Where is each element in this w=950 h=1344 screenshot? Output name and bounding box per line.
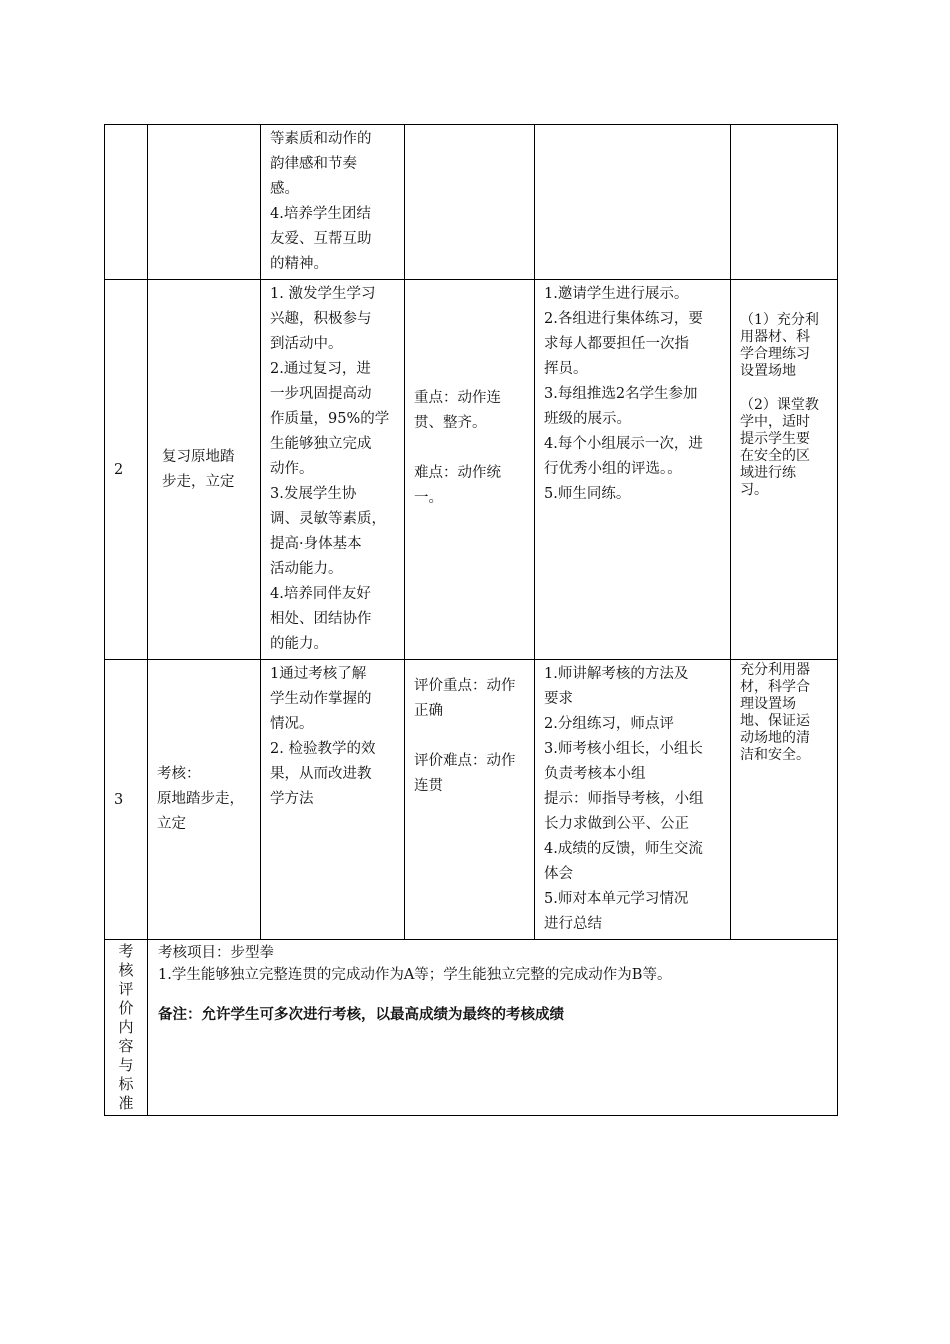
row-number-cell: 3 xyxy=(105,660,148,940)
cell-line xyxy=(414,436,526,461)
cell-line: 动场地的清 xyxy=(740,730,810,746)
methods-cell xyxy=(535,660,731,940)
assessment-remark: 备注：允许学生可多次进行考核，以最高成绩为最终的考核成绩 xyxy=(158,1006,564,1023)
cell-line: 调、灵敏等素质， xyxy=(270,511,386,527)
cell-line: 学方法 xyxy=(270,791,314,807)
cell-line: 复习原地踏 xyxy=(162,448,235,465)
cell-line: 理设置场 xyxy=(740,696,796,712)
cell-line: 2.分组练习，师点评 xyxy=(544,716,674,732)
keypoints-cell xyxy=(405,280,535,660)
cell-line: 设置场地 xyxy=(740,363,796,379)
cell-line: 体会 xyxy=(544,866,573,882)
cell-line: 求每人都要担任一次指 xyxy=(544,336,689,352)
assessment-label-cell xyxy=(105,940,148,1116)
cell-line xyxy=(414,724,526,749)
cell-line: 充分利用器 xyxy=(740,662,810,678)
notes-cell xyxy=(731,125,838,280)
cell-line: 活动能力。 xyxy=(270,561,343,577)
cell-line: 动作。 xyxy=(270,461,314,477)
assessment-row xyxy=(105,940,838,1116)
cell-line: 进行总结 xyxy=(544,916,602,932)
cell-line: 作质量，95%的学 xyxy=(270,411,390,427)
cell-line: 5.师对本单元学习情况 xyxy=(544,891,689,907)
cell-line: 贯、整齐。 xyxy=(414,415,487,431)
notes-cell xyxy=(731,660,838,940)
cell-line: 地、保证运 xyxy=(740,713,810,729)
assessment-label: 考核评价内容与标准 xyxy=(118,942,134,1112)
cell-line: （1）充分利 xyxy=(740,312,819,328)
cell-line: 步走，立定 xyxy=(162,473,235,490)
keypoints-cell xyxy=(405,125,535,280)
cell-line: 4.成绩的反馈，师生交流 xyxy=(544,841,703,857)
cell-line: 用器材、科 xyxy=(740,329,810,345)
cell-line: 要求 xyxy=(544,691,573,707)
cell-line: 韵律感和节奏 xyxy=(270,156,357,172)
cell-line: 重点：动作连 xyxy=(414,390,501,406)
cell-line: 2.通过复习，进 xyxy=(270,361,371,377)
cell-line: 班级的展示。 xyxy=(544,411,631,427)
cell-line: 原地踏步走， xyxy=(157,791,244,807)
cell-line: 兴趣，积极参与 xyxy=(270,311,372,327)
cell-line: 一步巩固提高动 xyxy=(270,386,372,402)
cell-line: 评价重点：动作 xyxy=(414,678,516,694)
cell-line: 连贯 xyxy=(414,778,443,794)
cell-line: 1通过考核了解 xyxy=(270,666,367,682)
cell-line: 立定 xyxy=(157,816,186,832)
cell-line: （2）课堂教 xyxy=(740,397,819,413)
notes-cell xyxy=(731,280,838,660)
cell-line: 学中，适时 xyxy=(740,414,810,430)
assessment-content-cell xyxy=(148,940,838,1116)
cell-line: 习。 xyxy=(740,482,768,498)
cell-line: 1. 激发学生学习 xyxy=(270,286,376,302)
cell-line: 感。 xyxy=(270,181,299,197)
cell-line: 考核： xyxy=(157,766,201,782)
goals-cell xyxy=(261,660,405,940)
cell-line: 2.各组进行集体练习，要 xyxy=(544,311,703,327)
cell-line: 的能力。 xyxy=(270,636,328,652)
cell-line: 学生动作掌握的 xyxy=(270,691,372,707)
cell-line: 洁和安全。 xyxy=(740,747,810,763)
cell-line: 2. 检验教学的效 xyxy=(270,741,376,757)
cell-line: 4.培养学生团结 xyxy=(270,206,371,222)
cell-line: 提示：师指导考核，小组 xyxy=(544,791,704,807)
cell-line: 学合理练习 xyxy=(740,346,810,362)
assessment-item: 考核项目：步型拳 xyxy=(158,945,274,961)
cell-line: 1.师讲解考核的方法及 xyxy=(544,666,689,682)
row-number-cell xyxy=(105,125,148,280)
row-number-cell: 2 xyxy=(105,280,148,660)
cell-line: 3.每组推选2名学生参加 xyxy=(544,386,698,402)
cell-line: 4.培养同伴友好 xyxy=(270,586,371,602)
lesson-plan-table xyxy=(104,124,838,1116)
cell-line: 评价难点：动作 xyxy=(414,753,516,769)
cell-line: 行优秀小组的评选。。 xyxy=(544,461,682,477)
cell-line: 挥员。 xyxy=(544,361,588,377)
content-cell xyxy=(148,125,261,280)
cell-line: 相处、团结协作 xyxy=(270,611,372,627)
cell-line xyxy=(740,380,829,397)
cell-line: 3.发展学生协 xyxy=(270,486,357,502)
goals-cell xyxy=(261,125,405,280)
cell-line: 一。 xyxy=(414,490,443,506)
content-cell xyxy=(148,280,261,660)
cell-line: 友爱、互帮互助 xyxy=(270,231,372,247)
cell-line: 生能够独立完成 xyxy=(270,436,372,452)
content-cell xyxy=(148,660,261,940)
cell-line: 4.每个小组展示一次，进 xyxy=(544,436,703,452)
keypoints-cell xyxy=(405,660,535,940)
cell-line: 难点：动作统 xyxy=(414,465,501,481)
methods-cell xyxy=(535,280,731,660)
cell-line: 等素质和动作的 xyxy=(270,131,372,147)
cell-line: 5.师生同练。 xyxy=(544,486,631,502)
table-row xyxy=(105,660,838,940)
table-row xyxy=(105,280,838,660)
cell-line: 正确 xyxy=(414,703,443,719)
cell-line: 3.师考核小组长，小组长 xyxy=(544,741,703,757)
cell-line: 材，科学合 xyxy=(740,679,810,695)
assessment-standard: 1.学生能够独立完整连贯的完成动作为A等；学生能独立完整的完成动作为B等。 xyxy=(158,967,672,983)
cell-line: 到活动中。 xyxy=(270,336,343,352)
cell-line: 情况。 xyxy=(270,716,314,732)
cell-line: 域进行练 xyxy=(740,465,796,481)
cell-line: 负责考核本小组 xyxy=(544,766,646,782)
cell-line: 提高·身体基本 xyxy=(270,536,362,552)
cell-line: 果，从而改进教 xyxy=(270,766,372,782)
cell-line: 的精神。 xyxy=(270,256,328,272)
methods-cell xyxy=(535,125,731,280)
cell-line: 长力求做到公平、公正 xyxy=(544,816,689,832)
cell-line: 提示学生要 xyxy=(740,431,810,447)
cell-line: 在安全的区 xyxy=(740,448,810,464)
goals-cell xyxy=(261,280,405,660)
table-row xyxy=(105,125,838,280)
cell-line: 1.邀请学生进行展示。 xyxy=(544,286,689,302)
